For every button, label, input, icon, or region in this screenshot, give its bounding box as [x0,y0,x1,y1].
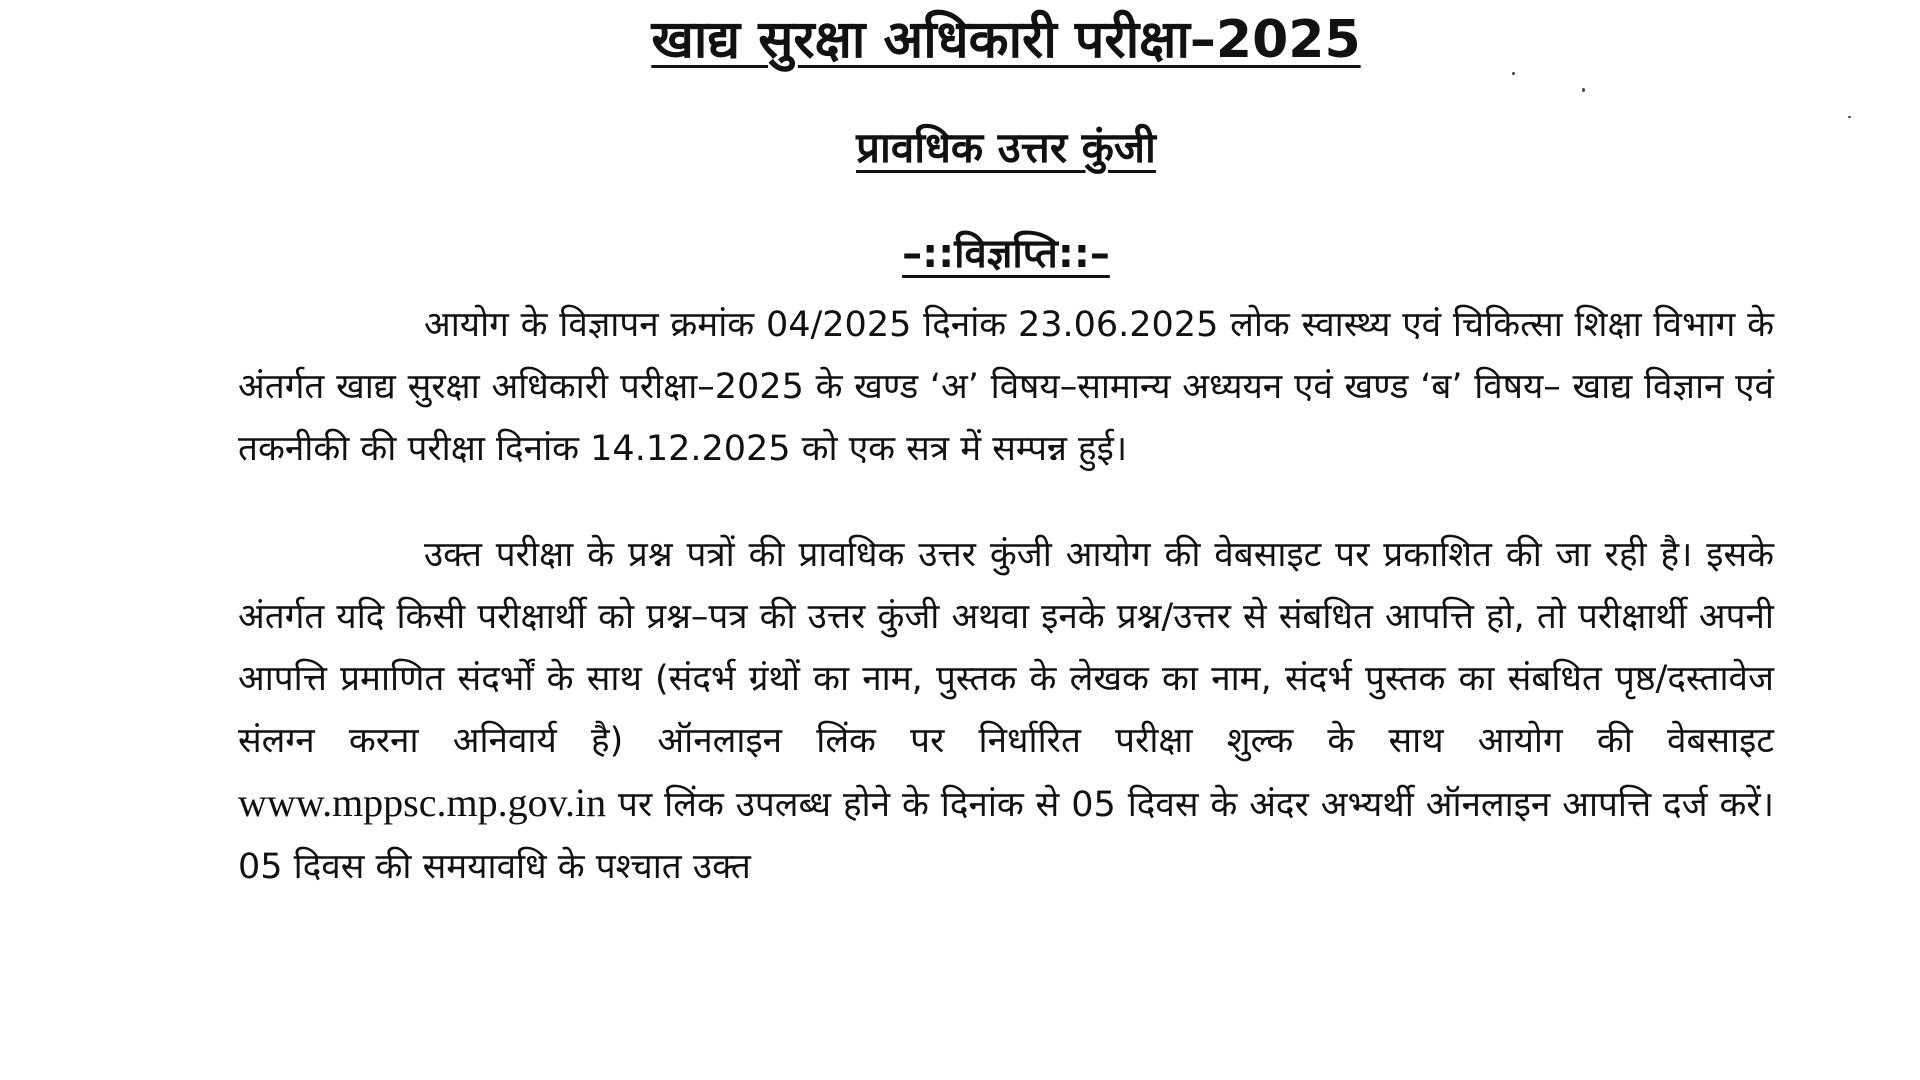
document-title-text: खाद्य सुरक्षा अधिकारी परीक्षा–2025 [651,10,1361,70]
document-subtitle-text: प्रावधिक उत्तर कुंजी [856,123,1156,172]
website-url[interactable]: www.mppsc.mp.gov.in [238,780,607,825]
document-title [238,0,1774,72]
scan-speck [1512,72,1515,75]
paragraph-1: आयोग के विज्ञापन क्रमांक 04/2025 दिनांक 23.06.2025 लोक स्वास्थ्य एवं चिकित्सा शिक्षा विभाग के अंतर्गत खाद्य सुरक्षा अधिकारी परीक्षा–2025 के खण्ड ‘अ’ विषय–सामान्य अध्ययन एवं खण्ड ‘ब’ विषय– खाद्य विज्ञान एवं तकनीकी की परीक्षा दिनांक 14.12.2025 को एक सत्र में सम्पन्न हुई। [238,305,1774,469]
paragraph-2 [238,524,1774,898]
notice-heading-text: –::विज्ञप्ति::– [902,231,1110,277]
notice-heading [238,228,1774,280]
scan-speck [1582,88,1585,92]
paragraph-2-text-after-url: पर लिंक उपलब्ध होने के दिनांक से 05 दिवस के अंदर अभ्यर्थी ऑनलाइन आपत्ति दर्ज करें। 05 दिवस की समयावधि के पश्चात उक्त [238,785,1774,887]
paragraph-2-text-before-url: उक्त परीक्षा के प्रश्न पत्रों की प्रावधिक उत्तर कुंजी आयोग की वेबसाइट पर प्रकाशित की जा रही है। इसके अंतर्गत यदि किसी परीक्षार्थी को प्रश्न–पत्र की उत्तर कुंजी अथवा इनके प्रश्न/उत्तर से संबधित आपत्ति हो, तो परीक्षार्थी अपनी आपत्ति प्रमाणित संदर्भों के साथ (संदर्भ ग्रंथों का नाम, पुस्तक के लेखक का नाम, संदर्भ पुस्तक का संबधित पृष्ठ/दस्तावेज संलग्न करना अनिवार्य है) ऑनलाइन लिंक पर निर्धारित परीक्षा शुल्क के साथ आयोग की वेबसाइट [238,535,1774,761]
document-page [238,0,1774,1080]
scan-speck [1848,116,1851,118]
document-subtitle [238,120,1774,176]
